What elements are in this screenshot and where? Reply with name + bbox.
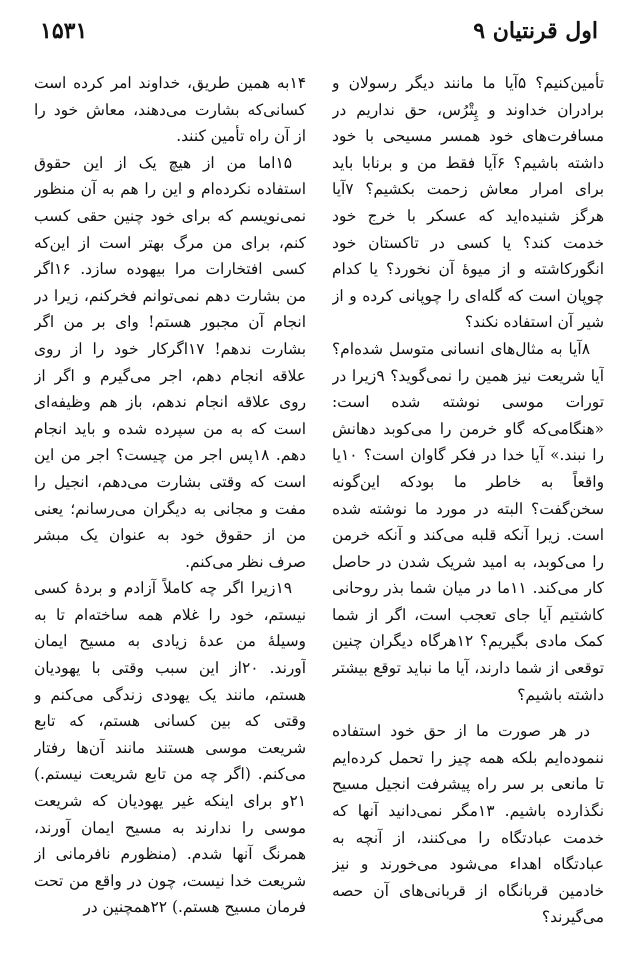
two-column-body xyxy=(34,70,604,940)
paragraph: ۸آیا به مثال‌های انسانی متوسل شده‌ام؟ آیا شریعت نیز همین را نمی‌گوید؟ ۹زیرا در تورات موسی نوشته شده است: «هنگامی‌که گاو خرمن را می‌کوبد دهانش را نبند.» آیا خدا در فکر گاوان است؟ ۱۰یا واقعاً به خاطر ما بودکه این‌گونه سخن‌گفت؟ البته در مورد ما نوشته شده است. زیرا آنکه قلبه می‌کند و آنکه خرمن را می‌کوبد، به امید شریک شدن در حاصل کار می‌کند. ۱۱ما در میان شما بذر روحانی کاشتیم آیا جای تعجب است، اگر از شما کمک مادی بگیریم؟ ۱۲هرگاه دیگران چنین توقعی از شما دارند، آیا ما نباید توقع بیشتر داشته باشیم؟ xyxy=(332,339,604,704)
page-header xyxy=(40,18,598,52)
paragraph: ۱۴به همین طریق، خداوند امر کرده است کسانی‌که بشارت می‌دهند، معاش خود را از آن راه تأمین کنند. xyxy=(34,74,306,146)
paragraph: در هر صورت ما از حق خود استفاده ننموده‌ایم بلکه همه چیز را تحمل کرده‌ایم تا مانعی بر سر راه پیشرفت انجیل مسیح نگذارده باشیم. ۱۳مگر نمی‌دانید آنها که خدمت عبادتگاه را می‌کنند، از آنچه به عبادتگاه اهداء می‌شود می‌خورند و نیز خادمین قربانگاه از قربانی‌های آن حصه می‌گیرند؟ xyxy=(332,722,604,927)
page-number: ۱۵۳۱ xyxy=(40,18,88,44)
right-column xyxy=(332,70,604,940)
paragraph: ۱۵اما من از هیچ یک از این حقوق استفاده نکرده‌ام و این را هم به آن منظور نمی‌نویسم که برای خود چنین حقی کسب کنم، برای من مرگ بهتر است از این‌که کسی افتخارات مرا بیهوده سازد. ۱۶اگر من بشارت دهم نمی‌توانم فخرکنم، زیرا در انجام آن مجبور هستم! وای بر من اگر بشارت ندهم! ۱۷اگرکار خود را از روی علاقه انجام دهم، اجر می‌گیرم و اگر از روی علاقه انجام ندهم، باز هم وظیفه‌ای است که به من سپرده شده و باید انجام دهم. ۱۸پس اجر من چیست؟ اجر من این است که وقتی بشارت می‌دهم، انجیل را مفت و مجانی به دیگران می‌رسانم؛ یعنی من از حقوق خود به عنوان یک مبشر صرف نظر می‌کنم. xyxy=(34,153,306,571)
paragraph: تأمین‌کنیم؟ ۵آیا ما مانند دیگر رسولان و برادران خداوند و پِتْرُس، حق نداریم در مسافرت‌های خود همسر مسیحی با خود داشته باشیم؟ ۶آیا فقط من و برنابا باید برای امرار معاش زحمت بکشیم؟ ۷آیا هرگز شنیده‌اید که عسکر با خرج خود خدمت کند؟ یا کسی در تاکستان خود انگورکاشته و از میوهٔ آن نخورد؟ یا کدام چوپان است که گله‌ای را چوپانی کرده و از شیر آن استفاده نکند؟ xyxy=(332,74,604,332)
left-column xyxy=(34,70,306,940)
running-title: اول قرنتیان ۹ xyxy=(473,18,598,44)
paragraph: ۱۹زیرا اگر چه کاملاً آزادم و بردهٔ کسی نیستم، خود را غلام همه ساخته‌ام تا به وسیلهٔ من عدهٔ زیادی به مسیح ایمان آورند. ۲۰از این سبب وقتی با یهودیان هستم، مانند یک یهودی زندگی می‌کنم و وقتی که بین کسانی هستم، که تابع شریعت موسی هستند مانند آن‌ها رفتار می‌کنم. (اگر چه من تابع شریعت نیستم.) ۲۱و برای اینکه غیر یهودیان که شریعت موسی را ندارند به مسیح ایمان آورند، همرنگ آنها شدم. (منظورم نافرمانی از شریعت خدا نیست، چون در واقع من تحت فرمان مسیح هستم.) ۲۲همچنین در xyxy=(34,579,306,917)
